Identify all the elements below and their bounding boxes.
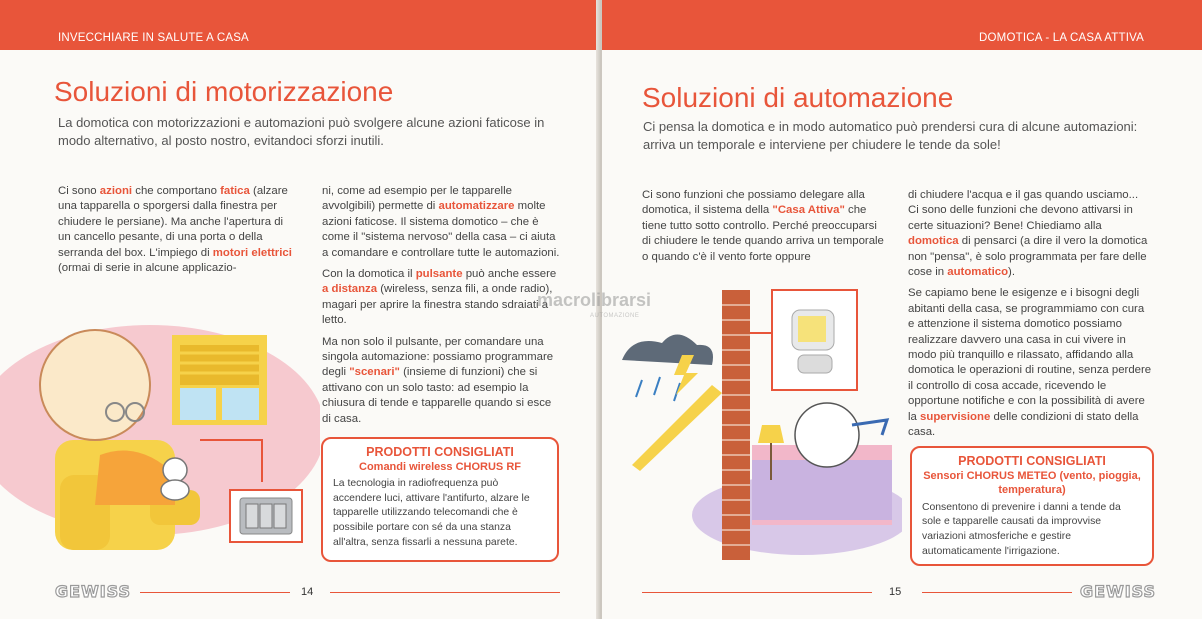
left-products-box xyxy=(321,437,559,562)
left-page-number: 14 xyxy=(301,586,314,598)
left-page-title: Soluzioni di motorizzazione xyxy=(54,76,394,107)
elderly-woman-illustration xyxy=(0,290,320,580)
left-footer-line xyxy=(140,592,290,593)
right-header-bar xyxy=(602,0,1202,50)
storm-automation-illustration xyxy=(602,285,902,560)
right-page-title: Soluzioni di automazione xyxy=(642,82,954,113)
left-footer-line-2 xyxy=(330,592,560,593)
right-header-text: DOMOTICA - LA CASA ATTIVA xyxy=(979,32,1144,44)
left-page xyxy=(0,0,600,619)
right-lead: Ci pensa la domotica e in modo automatico può prendersi cura di alcune automazioni: arriva un temporale e interviene per chiudere le tende da sole! xyxy=(643,119,1138,152)
right-footer-line xyxy=(642,592,872,593)
watermark-text: macrolibrarsi xyxy=(537,290,652,310)
right-column-1: Ci sono funzioni che possiamo delegare alla domotica, il sistema della "Casa Attiva" che tiene tutto sotto controllo. Perché preoccuparsi di chiudere le tende quando arriva un temporale o quando c'è il vento forte oppure xyxy=(642,189,884,263)
right-products-box xyxy=(910,446,1154,566)
right-box-title: PRODOTTI CONSIGLIATI xyxy=(958,454,1106,468)
left-header-text: INVECCHIARE IN SALUTE A CASA xyxy=(58,32,249,44)
left-gewiss-logo: GEWISS xyxy=(55,582,131,601)
left-column-2: ni, come ad esempio per le tapparelle avvolgibili) permette di automatizzare molte azioni faticose. Il sistema domotico – che è come il "sistema nervoso" della casa – ci aiuta a comandare e controllare tutte le automazioni. Con la domotica il pulsante può anche essere a distanza (wireless, senza fili, a onde radio), magari per aprire la finestra stando sdraiati a letto. Ma non solo il pulsante, per comandare una singola automazione: possiamo programmare degli "scenari" (insieme di funzioni) che si attivano con un solo tasto: ad esempio la chiusura di tende e tapparelle quando si esce di casa. xyxy=(322,185,560,425)
right-box-subtitle: Sensori CHORUS METEO (vento, pioggia, temperatura) xyxy=(923,469,1141,497)
left-header-bar xyxy=(0,0,600,50)
right-page-number: 15 xyxy=(889,586,902,598)
right-page xyxy=(602,0,1202,619)
left-box-text: La tecnologia in radiofrequenza può accendere luci, attivare l'antifurto, alzare le tapparelle utilizzando telecomandi che è possibile portare con sé da una stanza all'altra, senza fissarli a nessuna parete. xyxy=(333,478,530,548)
left-column-1: Ci sono azioni che comportano fatica (alzare una tapparella o sporgersi dalla finestra per chiudere le persiane). Ma anche l'apertura di un cancello pesante, di una porta o della serranda del box. L'impiego di motori elettrici (ormai di serie in alcune applicazio- xyxy=(58,185,292,275)
right-column-2: di chiudere l'acqua e il gas quando usciamo... Ci sono delle funzioni che devono attivarsi in certe situazioni? Bene! Chiediamo alla domotica di pensarci (a dire il vero la domotica non "pensa", è solo programmata per fare delle cose in automatico). Se capiamo bene le esigenze e i bisogni degli abitanti della casa, se programmiamo con cura e attenzione il sistema domotico possiamo realizzare davvero una casa in cui vivere in modo più tranquillo e rilassato, affidando alla domotica le operazioni di routine, senza perdere il controllo di cosa accade, ricevendo le opportune notifiche e con la possibilità di avere la supervisione delle condizioni di stato della casa. xyxy=(908,189,1152,439)
watermark-subtext: AUTOMAZIONE xyxy=(590,313,640,319)
left-box-subtitle: Comandi wireless CHORUS RF xyxy=(359,460,521,473)
right-box-text: Consentono di prevenire i danni a tende da sole e tapparelle causati da improvvise variazioni atmosferiche e gestire automaticamente l'irrigazione. xyxy=(922,501,1121,557)
right-footer-line-2 xyxy=(922,592,1072,593)
left-lead: La domotica con motorizzazioni e automazioni può svolgere alcune azioni faticose in modo alternativo, al posto nostro, evitandoci sforzi inutili. xyxy=(58,115,545,148)
window-illustration xyxy=(172,335,267,425)
left-box-title: PRODOTTI CONSIGLIATI xyxy=(366,445,514,459)
right-gewiss-logo: GEWISS xyxy=(1080,582,1156,601)
